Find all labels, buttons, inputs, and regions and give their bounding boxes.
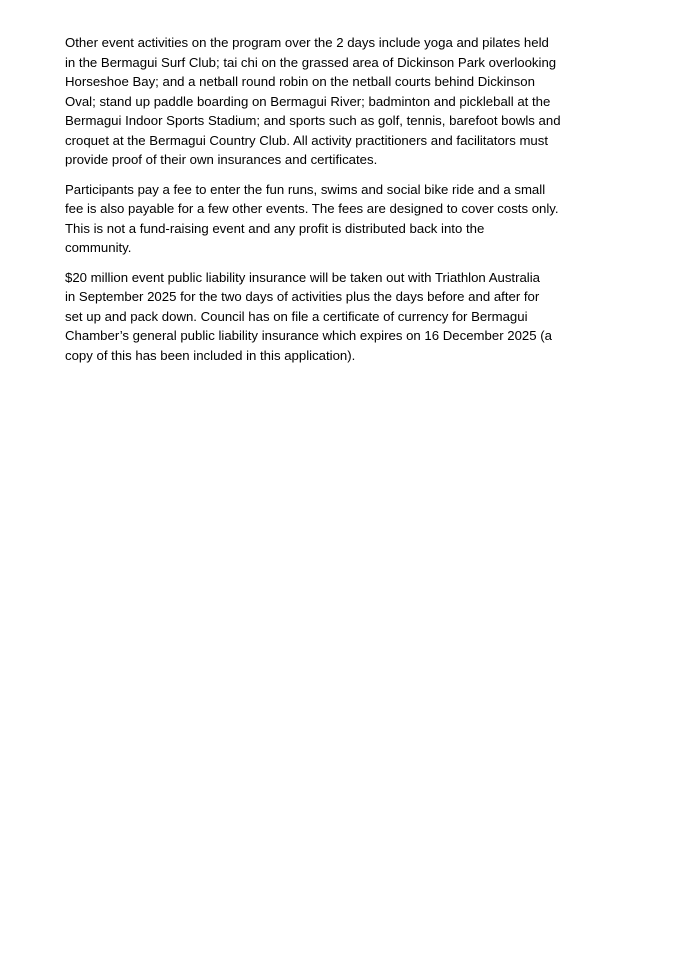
text-line: Oval; stand up paddle boarding on Bermagui River; badminton and pickleball at the xyxy=(65,93,551,109)
text-line: provide proof of their own insurances and certificates. xyxy=(65,152,378,167)
document-body xyxy=(65,33,615,375)
text-line: fee is also payable for a few other events. The fees are designed to cover costs only. xyxy=(65,201,559,216)
text-line: This is not a fund-raising event and any profit is distributed back into the xyxy=(65,220,485,236)
text-line: Participants pay a fee to enter the fun runs, swims and social bike ride and a small xyxy=(65,181,546,197)
text-line: set up and pack down. Council has on file a certificate of currency for Bermagui xyxy=(65,308,528,324)
text-line: in September 2025 for the two days of activities plus the days before and after for xyxy=(65,289,540,304)
text-line: copy of this has been included in this application). xyxy=(65,347,356,363)
paragraph-event-activities xyxy=(65,33,615,170)
text-line: community. xyxy=(65,240,132,255)
text-line: Other event activities on the program over the 2 days include yoga and pilates held xyxy=(65,35,549,50)
text-line: $20 million event public liability insurance will be taken out with Triathlon Australia xyxy=(65,269,540,285)
paragraph-participant-fees xyxy=(65,180,615,258)
text-line: Chamber’s general public liability insurance which expires on 16 December 2025 (a xyxy=(65,328,552,343)
text-line: Horseshoe Bay; and a netball round robin on the netball courts behind Dickinson xyxy=(65,74,535,89)
text-line: croquet at the Bermagui Country Club. All activity practitioners and facilitators must xyxy=(65,132,549,148)
text-line: in the Bermagui Surf Club; tai chi on the grassed area of Dickinson Park overlooking xyxy=(65,54,557,70)
paragraph-liability-insurance xyxy=(65,268,615,366)
text-line: Bermagui Indoor Sports Stadium; and sports such as golf, tennis, barefoot bowls and xyxy=(65,113,561,128)
